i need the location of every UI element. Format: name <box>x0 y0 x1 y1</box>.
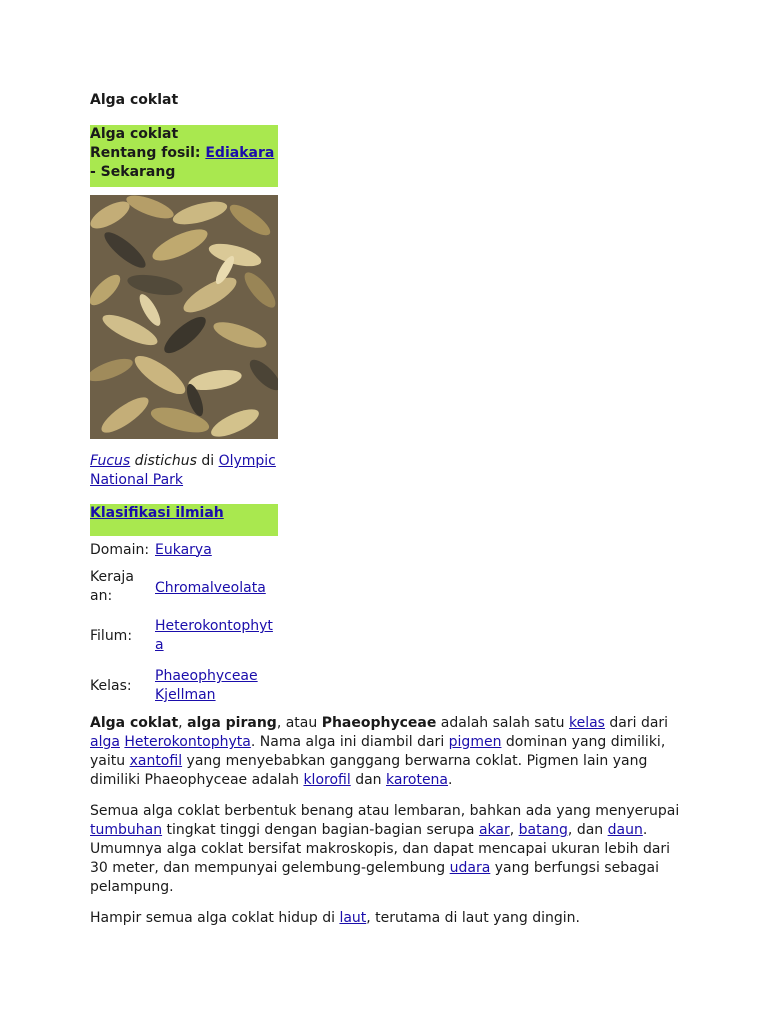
text: , atau <box>276 715 322 731</box>
text: , <box>178 715 188 731</box>
paragraph-3 <box>90 909 680 928</box>
text: Hampir semua alga coklat hidup di <box>90 910 340 926</box>
infobox-name: Alga coklat <box>90 126 179 142</box>
text: Semua alga coklat berbentuk benang atau lembaran, bahkan ada yang menyerupai <box>90 803 680 819</box>
text: . Umumnya alga coklat bersifat makroskopis, dan dapat mencapai ukuran lebih dari 30 meter, dan mempunyai gelembung-gelembung <box>90 822 671 876</box>
caption-di: di <box>196 453 219 469</box>
tax-row-domain <box>90 540 278 560</box>
tax-label: Domain: <box>90 541 150 558</box>
link-daun[interactable]: daun <box>607 822 643 838</box>
link-karotena[interactable]: karotena <box>386 772 449 788</box>
article-body <box>90 714 680 940</box>
link-udara[interactable]: udara <box>449 860 491 876</box>
caption-genus: Fucus <box>90 453 131 469</box>
link-kelas[interactable]: kelas <box>568 715 605 731</box>
seaweed-photo <box>90 195 278 439</box>
tax-label: Kelas: <box>90 677 132 694</box>
fossil-label: Rentang fosil: <box>90 145 201 161</box>
text: adalah salah satu <box>436 715 569 731</box>
infobox-header <box>90 125 278 187</box>
text: dari dari <box>604 715 669 731</box>
text: . <box>448 772 453 788</box>
tax-link-eukarya[interactable]: Eukarya <box>155 541 212 558</box>
link-laut[interactable]: laut <box>339 910 367 926</box>
link-klorofil[interactable]: klorofil <box>303 772 351 788</box>
bold-term: Phaeophyceae <box>321 715 437 731</box>
caption-link-olympic[interactable]: Olympic National Park <box>90 453 276 488</box>
tax-link-chromalveolata[interactable]: Chromalveolata <box>155 579 266 596</box>
link-batang[interactable]: batang <box>518 822 568 838</box>
tax-row-filum <box>90 614 278 658</box>
tax-row-kelas <box>90 664 278 708</box>
image-caption <box>90 452 278 490</box>
caption-species: distichus <box>130 453 197 469</box>
link-pigmen[interactable]: pigmen <box>448 734 502 750</box>
fossil-link-ediakara[interactable]: Ediakara <box>205 145 275 161</box>
fossil-rest: - Sekarang <box>90 164 176 180</box>
caption-link-fucus[interactable] <box>90 453 130 469</box>
text: dominan yang dimiliki, yaitu <box>90 734 666 769</box>
text: . Nama alga ini diambil dari <box>250 734 449 750</box>
text: dan <box>350 772 386 788</box>
text: yang menyebabkan ganggang berwarna coklat. Pigmen lain yang dimiliki Phaeophyceae adalah <box>90 753 648 788</box>
seaweed-photo-graphic <box>90 195 278 439</box>
text: tingkat tinggi dengan bagian-bagian serupa <box>162 822 479 838</box>
fossil-range <box>90 144 276 163</box>
paragraph-2 <box>90 802 680 897</box>
text: , dan <box>567 822 608 838</box>
link-xantofil[interactable]: xantofil <box>129 753 183 769</box>
page-title: Alga coklat <box>90 92 179 108</box>
link-akar[interactable]: akar <box>478 822 510 838</box>
paragraph-1 <box>90 714 680 790</box>
tax-link-heterokontophyta[interactable]: Heterokontophyta <box>155 618 273 653</box>
link-alga[interactable]: alga <box>90 734 120 750</box>
klasifikasi-link[interactable]: Klasifikasi ilmiah <box>90 505 224 521</box>
infobox <box>90 125 278 708</box>
bold-term: alga pirang <box>187 715 277 731</box>
text: , terutama di laut yang dingin. <box>366 910 580 926</box>
text: , <box>509 822 519 838</box>
tax-row-kerajaan <box>90 566 278 610</box>
tax-label: Kerajaan: <box>90 569 134 604</box>
klasifikasi-header <box>90 504 278 536</box>
bold-term: Alga coklat <box>90 715 179 731</box>
link-heterokontophyta[interactable]: Heterokontophyta <box>124 734 251 750</box>
tax-label: Filum: <box>90 627 133 644</box>
tax-link-phaeophyceae[interactable]: Phaeophyceae Kjellman <box>155 668 258 703</box>
text: yang berfungsi sebagai pelampung. <box>90 860 660 895</box>
link-tumbuhan[interactable]: tumbuhan <box>90 822 163 838</box>
